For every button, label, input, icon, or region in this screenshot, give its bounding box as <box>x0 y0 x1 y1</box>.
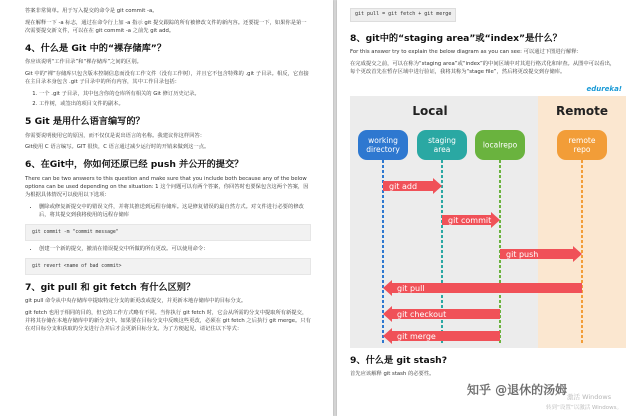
section-6-list-1 <box>25 204 311 220</box>
section-6-heading: 6、在Git中，你如何还原已经 push 并公开的提交？ <box>25 159 244 171</box>
list-item: • 删除或修复新提交中的错误文件，并将其推送到远程存储库。这是修复错误的最自然方式。对文件进行必要的修改后，将其提交到我将使用的远程存储库 <box>39 204 311 220</box>
section-8-heading: 8、git中的“staging area”或“index”是什么？ <box>350 32 562 44</box>
section-7-paragraph-1: git pull 命令从中央存储库中提取特定分支的新更改或提交，并更新本地存储库中的目标分支。 <box>25 298 247 305</box>
section-7-heading: 7、git pull 和 git fetch 有什么区别？ <box>25 281 196 293</box>
windows-activation-subtitle: 转到“设置”以激活 Windows。 <box>546 405 622 411</box>
git-commit-label: git commit <box>448 215 492 225</box>
section-4-paragraph-2: Git 中的“裸”存储库只包含版本控制信息而没有工作文件（没有工作树），并且它不包含特殊的 .git 子目录。相反，它直接在主目录本身包含 .git 子目录中的所有内容，其中工作目录包括： <box>25 71 309 86</box>
remote-repo-label: remote repo <box>568 135 596 154</box>
list-item: 2. 工作树，或签出的项目文件的副本。 <box>39 101 311 109</box>
staging-area-label: staging area <box>428 135 456 154</box>
windows-activation-title: 激活 Windows <box>567 393 612 401</box>
remote-label: Remote <box>555 103 609 118</box>
git-workflow-diagram <box>350 82 626 348</box>
section-5-paragraph-2: Git使用 C 语言编写。GIT 很快，C 语言通过减少运行时的开销来做到这一点。 <box>25 144 210 151</box>
git-pull-label: git pull <box>397 283 425 293</box>
brand-logo: edureka! <box>586 84 622 93</box>
section-4-paragraph-1: 你应该说明“工作目录”和“裸存储库”之间的区别。 <box>25 59 142 66</box>
git-checkout-label: git checkout <box>397 309 447 319</box>
git-push-label: git push <box>506 249 539 259</box>
code-block: git revert <name of bad commit> <box>25 258 311 275</box>
section-4-list <box>25 91 311 109</box>
git-add-label: git add <box>389 181 418 191</box>
git-merge-label: git merge <box>397 331 436 341</box>
intro-paragraph: 答案非常简单。用于写入提交的命令是 git commit -a。 <box>25 8 158 14</box>
section-5-paragraph-1: 你需要说明使用它的原因，而不仅仅是说出语言的名称。我建议你这样回答： <box>25 132 206 139</box>
section-8-paragraph-2: 在完成提交之前，可以在称为“staging area”或“index”的中间区域中对其进行格式化和审查。从图中可以看出，每个更改首先在暂存区域中进行验证，我将其称为“stage file”，然后将更改提交到存储库。 <box>350 60 616 75</box>
list-item: 1. 一个 .git 子目录，其中包含你的仓库所有相关的 Git 修订历史记录。 <box>39 91 311 99</box>
local-label: Local <box>412 103 448 118</box>
code-block: git commit -m "commit message" <box>25 224 311 241</box>
section-6-list-2 <box>25 246 311 254</box>
section-8-paragraph-1: For this answer try to explain the below diagram as you can see: 可以通过下图进行解释： <box>350 49 582 55</box>
list-item: • 创建一个新的提交，撤消在错误提交中所做的所有更改。可以使用命令： <box>39 246 311 254</box>
section-4-heading: 4、什么是 Git 中的“裸存储库”？ <box>25 42 167 54</box>
zhihu-watermark: 知乎 @退休的汤姆 <box>467 383 568 397</box>
section-5-heading: 5 Git 是用什么语言编写的？ <box>25 116 145 127</box>
section-7-paragraph-2: git fetch 也用于相同的目的，但它的工作方式略有不同。当你执行 git fetch 时，它会从所需的分支中提取所有新提交，并将其存储在本地存储库中的新分支中。如果要在目标分支中反映这些更改，必须在 git fetch 之后执行 git merge。只有在对目标分支和获取的分支进行合并后才会更新目标分支。为了方便起见，请记住以下等式： <box>25 310 311 333</box>
localrepo-label: localrepo <box>482 140 518 150</box>
section-6-paragraph: There can be two answers to this question and make sure that you include both because any of the below options can be used depending on the situation: 1 这个问题可以有两个答案，你回答时也要保包含这两个答案，因为根据具体情况可以使用以下选项： <box>25 175 309 198</box>
intro-paragraph-2: 现在解释一下 -a 标志，通过在命令行上加 -a 指示 git 提交跟踪的所有被修改文件的新内容。还要提一下，如果你是第一次需要提交新文件，可以在在 git commit -a 之前先 git add。 <box>25 19 307 34</box>
section-9-paragraph: 首先应该解释 git stash 的必要性。 <box>350 371 435 378</box>
section-9-heading: 9、什么是 git stash? <box>350 354 448 366</box>
working-directory-label: working directory <box>366 135 400 154</box>
pull-equation-code: git pull = git fetch + git merge <box>350 8 456 22</box>
right-page <box>337 0 640 416</box>
